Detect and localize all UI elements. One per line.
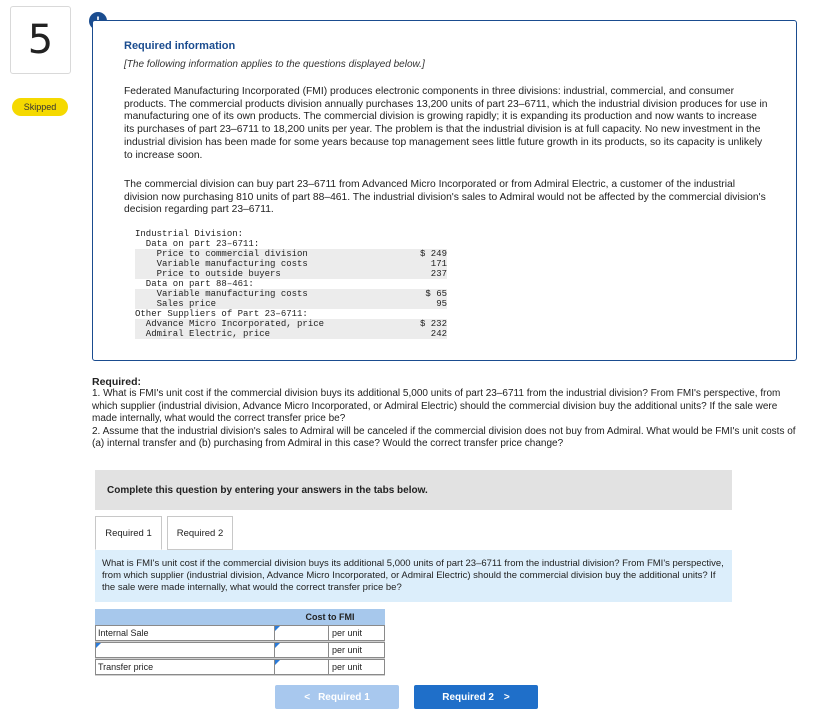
table-row: Advance Micro Incorporated, price $ 232 — [135, 319, 447, 329]
chevron-right-icon: > — [503, 691, 510, 703]
answer-table-header — [95, 609, 385, 625]
table-row: Variable manufacturing costs 171 — [135, 259, 447, 269]
prev-required-button[interactable] — [275, 685, 399, 709]
unit-label: per unit — [329, 642, 385, 658]
flag-icon — [275, 643, 280, 648]
info-paragraph-2: The commercial division can buy part 23–6711 from Advanced Micro Incorporated or from Admiral Electric, a customer of the industrial division now purchasing 810 units of part 88–461. The industrial division's sales to Admiral would not be affected by the commercial division's decision regarding part 23–6711. — [124, 179, 766, 216]
question-number: 5 — [10, 6, 71, 74]
prev-label: Required 1 — [318, 691, 370, 703]
status-badge: Skipped — [12, 98, 68, 116]
unit-label: per unit — [329, 625, 385, 641]
info-subtitle: [The following information applies to the questions displayed below.] — [124, 59, 425, 70]
table-row: Data on part 88–461: — [135, 279, 254, 289]
required-section — [92, 376, 796, 450]
table-row — [95, 659, 385, 676]
tab-required-2[interactable]: Required 2 — [167, 516, 233, 550]
table-row: Industrial Division: — [135, 229, 244, 239]
tab-required-1[interactable]: Required 1 — [95, 516, 162, 550]
flag-icon — [275, 660, 280, 665]
required-heading: Required: — [92, 376, 142, 388]
table-row — [95, 625, 385, 642]
tab-question: What is FMI's unit cost if the commercial division buys its additional 5,000 units of part 23–6711 from the industrial division? From FMI's perspective, from which supplier (industrial division, Advance Micro Incorporated, or Admiral Electric) should the commercial division buy the additional units? If the sale were made internally, what would the correct transfer price be? — [95, 550, 732, 602]
cost-input[interactable] — [275, 659, 329, 675]
flag-icon — [275, 626, 280, 631]
next-required-button[interactable] — [414, 685, 538, 709]
flag-icon — [96, 643, 101, 648]
cost-input[interactable] — [275, 625, 329, 641]
required-item-1: 1. What is FMI's unit cost if the commercial division buys its additional 5,000 units of part 23–6711 from the industrial division? From FMI's perspective, from which supplier (industrial division, Advance Micro Incorporated, or Admiral Electric) should the commercial division buy the additional units? If the sale were made internally, what would the correct transfer price be? — [92, 388, 781, 425]
table-row: Admiral Electric, price 242 — [135, 329, 447, 339]
table-row — [95, 642, 385, 659]
info-title: Required information — [124, 40, 236, 52]
next-label: Required 2 — [442, 691, 494, 703]
cost-to-fmi-header: Cost to FMI — [305, 612, 355, 622]
unit-label: per unit — [329, 659, 385, 675]
table-row: Variable manufacturing costs $ 65 — [135, 289, 447, 299]
row-label-input[interactable] — [95, 642, 275, 658]
table-row: Sales price 95 — [135, 299, 447, 309]
data-table — [135, 229, 447, 339]
table-row: Price to outside buyers 237 — [135, 269, 447, 279]
row-label-input[interactable]: Internal Sale — [95, 625, 275, 641]
required-information-panel — [92, 20, 797, 361]
table-row: Other Suppliers of Part 23–6711: — [135, 309, 308, 319]
chevron-left-icon: < — [304, 691, 311, 703]
row-label-input[interactable]: Transfer price — [95, 659, 275, 675]
answer-table — [95, 609, 385, 676]
required-item-2: 2. Assume that the industrial division's sales to Admiral will be canceled if the commercial division does not buy from Admiral. What would be FMI's unit costs of (a) internal transfer and (b) purchasing from Admiral in this case? Would the correct transfer price change? — [92, 425, 796, 450]
complete-instruction: Complete this question by entering your answers in the tabs below. — [95, 470, 732, 510]
cost-input[interactable] — [275, 642, 329, 658]
table-row: Price to commercial division $ 249 — [135, 249, 447, 259]
info-paragraph-1: Federated Manufacturing Incorporated (FMI) produces electronic components in three divisions: industrial, commercial, and consumer products. The commercial products division annually purchases 13,200 units of part 23–6711, which the industrial division produces for use in manufacturing one of its own products. The commercial division is growing rapidly; it is expanding its production and now wants to increase its purchases of part 23–6711 to 18,200 units per year. The problem is that the industrial division is at full capacity. No new investment in the industrial division has been made for some years because top management sees little future growth in its products, so its capacity is unlikely to increase soon. — [124, 86, 768, 161]
table-row: Data on part 23–6711: — [135, 239, 260, 249]
